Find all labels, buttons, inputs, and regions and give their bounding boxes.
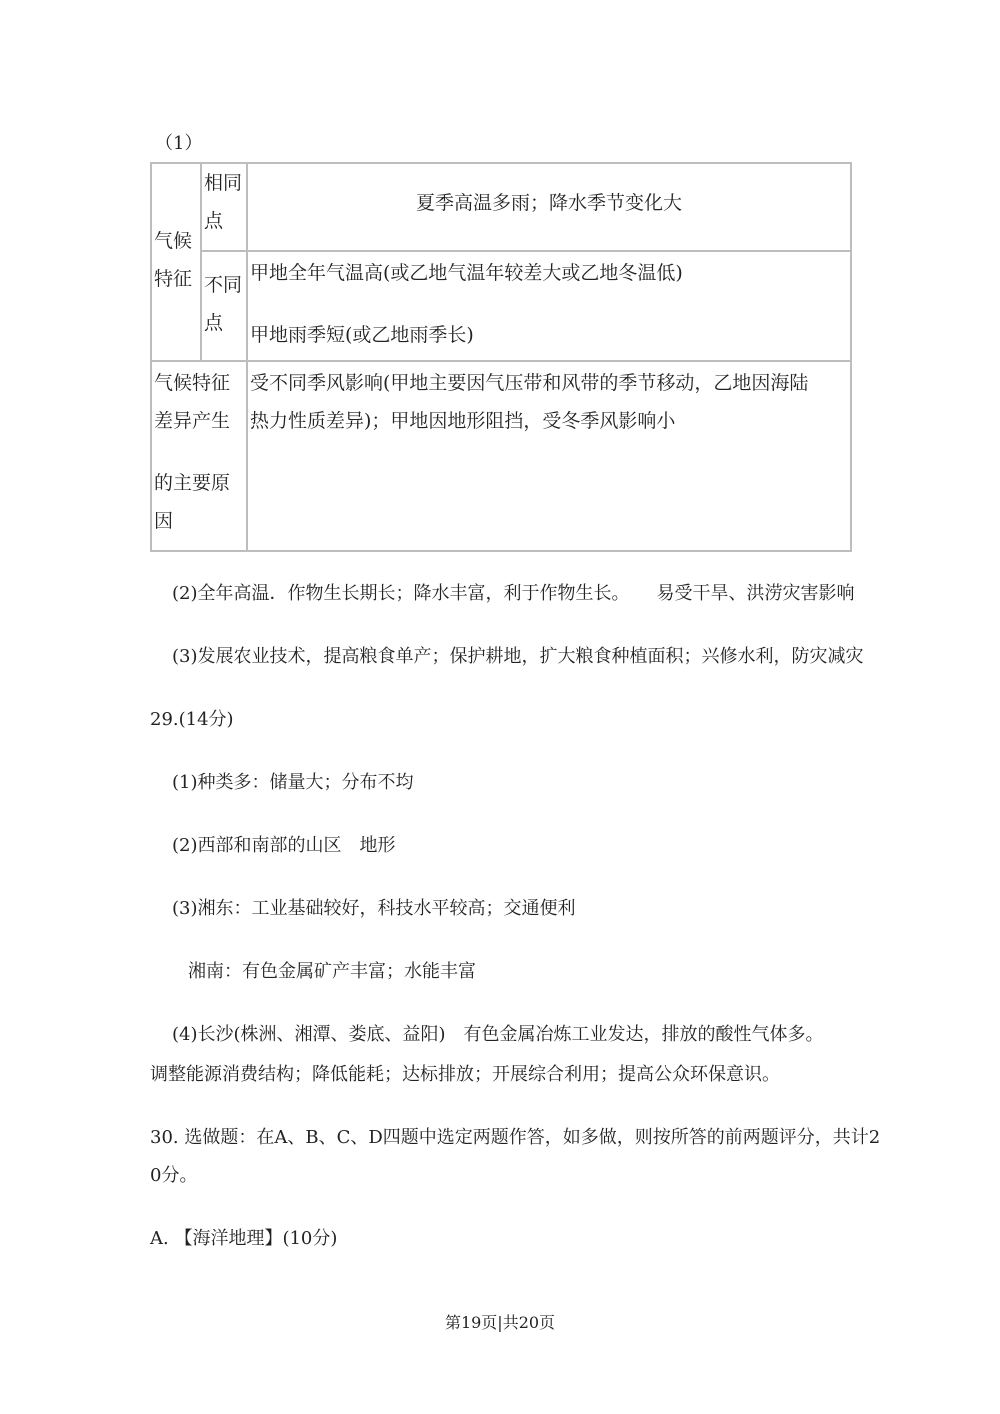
answer-line-29-3b: 湘南：有色金属矿产丰富；水能丰富 (188, 961, 476, 982)
diff-label: 不同 点 (201, 251, 247, 361)
page-footer: 第19页|共20页 (444, 1313, 556, 1332)
question-30-line-1: 30. 选做题：在A、B、C、D四题中选定两题作答，如多做，则按所答的前两题评分，共计2 (150, 1127, 881, 1148)
answer-line-29-2: (2)西部和南部的山区 地形 (172, 835, 396, 856)
answer-line-29-4: (4)长沙(株洲、湘潭、娄底、益阳) 有色金属冶炼工业发达，排放的酸性气体多。 (172, 1024, 824, 1045)
diff-text-cell: 甲地全年气温高(或乙地气温年较差大或乙地冬温低) 甲地雨季短(或乙地雨季长) (247, 251, 851, 361)
climate-feature-header: 气候 特征 (151, 163, 201, 361)
answer-line-q2: (2)全年高温．作物生长期长；降水丰富，利于作物生长。 易受干旱、洪涝灾害影响 (172, 583, 855, 604)
same-label: 相同 点 (201, 163, 247, 251)
answer-line-29-3: (3)湘东：工业基础较好，科技水平较高；交通便利 (172, 898, 576, 919)
reason-header: 气候特征 差异产生 的主要原 因 (151, 361, 247, 551)
answer-line-29-4b: 调整能源消费结构；降低能耗；达标排放；开展综合利用；提高公众环保意识。 (150, 1064, 780, 1085)
same-text-cell: 夏季高温多雨；降水季节变化大 (247, 163, 851, 251)
question-29-header: 29.(14分) (150, 709, 234, 730)
question-30-line-2: 0分。 (150, 1165, 198, 1186)
answer-line-29-1: (1)种类多：储量大；分布不均 (172, 772, 414, 793)
sub-question-label: （1） (155, 133, 203, 154)
answer-line-q3: (3)发展农业技术，提高粮食单产；保护耕地，扩大粮食种植面积；兴修水利，防灾减灾 (172, 646, 864, 667)
question-30-a: A. 【海洋地理】(10分) (150, 1228, 338, 1249)
answer-table (150, 162, 852, 552)
reason-text-cell: 受不同季风影响(甲地主要因气压带和风带的季节移动，乙地因海陆 热力性质差异)；甲地因地形阻挡，受冬季风影响小 (247, 361, 851, 551)
